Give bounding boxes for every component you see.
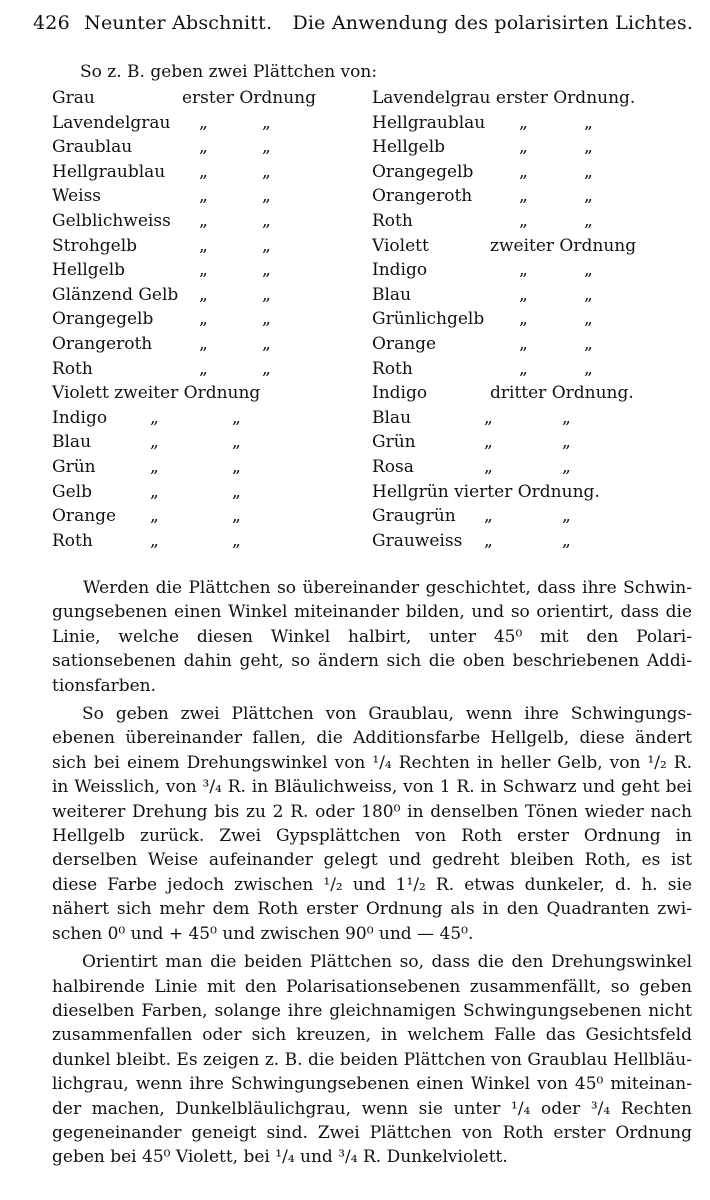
color-row xyxy=(372,86,692,111)
color-row xyxy=(372,234,692,259)
ditto-mark: „ xyxy=(199,309,208,330)
ditto-mark: „ xyxy=(262,309,271,330)
color-name: Violett zweiter Ordnung xyxy=(52,383,261,404)
color-row xyxy=(372,480,692,505)
color-row xyxy=(372,258,692,283)
ditto-mark: „ xyxy=(262,333,271,354)
ditto-mark: „ xyxy=(584,210,593,231)
color-name: Orangeroth xyxy=(52,333,153,354)
ditto-mark: „ xyxy=(199,333,208,354)
color-name: Grau xyxy=(52,88,95,108)
ditto-mark: „ xyxy=(199,358,208,379)
color-row xyxy=(52,381,372,406)
ditto-mark: „ xyxy=(584,309,593,330)
color-row xyxy=(52,455,372,480)
color-row xyxy=(372,357,692,382)
section-label: Neunter Abschnitt. xyxy=(84,12,273,34)
ditto-mark: „ xyxy=(150,407,159,428)
color-row xyxy=(52,184,372,209)
color-row xyxy=(52,430,372,455)
color-name: Graublau xyxy=(52,137,133,158)
ditto-mark: „ xyxy=(519,186,528,207)
color-name: Grün xyxy=(52,456,96,477)
color-row xyxy=(372,332,692,357)
color-row xyxy=(52,111,372,136)
ditto-mark: „ xyxy=(232,530,241,551)
color-name: Hellgelb xyxy=(52,260,126,281)
ditto-mark: „ xyxy=(262,284,271,305)
ditto-mark: „ xyxy=(562,530,571,551)
ditto-mark: „ xyxy=(584,260,593,281)
ditto-mark: „ xyxy=(584,333,593,354)
color-row xyxy=(52,86,372,111)
ditto-mark: „ xyxy=(562,432,571,453)
color-row xyxy=(372,283,692,308)
ditto-mark: „ xyxy=(262,260,271,281)
color-row xyxy=(372,529,692,554)
ditto-mark: „ xyxy=(199,284,208,305)
ditto-mark: „ xyxy=(519,333,528,354)
ditto-mark: „ xyxy=(519,112,528,133)
color-name: Roth xyxy=(52,358,93,379)
ditto-mark: „ xyxy=(584,186,593,207)
color-row xyxy=(372,430,692,455)
color-name: Violett xyxy=(372,235,429,256)
color-name: Grünlichgelb xyxy=(372,309,485,330)
color-name: Grauweiss xyxy=(372,530,463,551)
color-name: Blau xyxy=(372,284,412,305)
color-name: Orangeroth xyxy=(372,186,473,207)
ditto-mark: „ xyxy=(519,260,528,281)
ditto-mark: „ xyxy=(484,407,493,428)
ditto-mark: „ xyxy=(232,506,241,527)
ditto-mark: „ xyxy=(199,210,208,231)
ditto-mark: „ xyxy=(199,161,208,182)
color-row xyxy=(52,406,372,431)
ditto-mark: „ xyxy=(584,161,593,182)
ditto-mark: „ xyxy=(150,432,159,453)
color-name: Hellgraublau xyxy=(52,161,166,182)
ditto-mark: „ xyxy=(199,137,208,158)
ditto-mark: „ xyxy=(232,407,241,428)
ditto-mark: „ xyxy=(199,112,208,133)
color-row xyxy=(372,504,692,529)
ditto-mark: „ xyxy=(150,506,159,527)
ditto-mark: „ xyxy=(199,186,208,207)
ditto-mark: „ xyxy=(262,235,271,256)
ditto-mark: „ xyxy=(519,309,528,330)
color-row xyxy=(52,283,372,308)
paragraph: Orientirt man die beiden Plättchen so, dass die den Drehungswinkel halbirende Linie mit den Polarisationsebenen zusammenfällt, so geben dieselben Farben, solange ihre gleichnamigen Schwingungsebenen nicht zusammenfallen oder sich kreuzen, in welchem Falle das Gesichtsfeld dunkel bleibt. Es zeigen z. B. die beiden Plättchen von Graublau Hellbläulichgrau, wenn ihre Schwingungsebenen einen Winkel von 45⁰ miteinander machen, Dunkelbläulichgrau, wenn sie unter ¹/₄ oder ³/₄ Rechten gegeneinander geneigt sind. Zwei Plättchen von Roth erster Ordnung geben bei 45⁰ Violett, bei ¹/₄ und ³/₄ R. Dunkelviolett. xyxy=(52,952,692,1168)
color-name: Roth xyxy=(52,530,93,551)
color-row xyxy=(52,160,372,185)
ditto-mark: „ xyxy=(199,260,208,281)
ditto-mark: „ xyxy=(584,137,593,158)
ditto-mark: „ xyxy=(562,407,571,428)
color-row xyxy=(52,209,372,234)
color-name: Hellgrün vierter Ordnung. xyxy=(372,481,600,502)
ditto-mark: „ xyxy=(199,235,208,256)
ditto-mark: „ xyxy=(150,530,159,551)
color-row xyxy=(372,135,692,160)
color-row xyxy=(372,455,692,480)
ditto-mark: „ xyxy=(232,481,241,502)
running-header xyxy=(33,12,693,34)
color-name: Strohgelb xyxy=(52,235,138,256)
ditto-mark: „ xyxy=(519,358,528,379)
color-name: Blau xyxy=(372,407,412,428)
ditto-mark: „ xyxy=(562,456,571,477)
color-name: Hellgelb xyxy=(372,137,446,158)
ditto-mark: „ xyxy=(484,456,493,477)
color-name: Lavendelgrau erster Ordnung. xyxy=(372,88,636,108)
color-name: Graugrün xyxy=(372,506,456,527)
ditto-mark: „ xyxy=(262,137,271,158)
color-name: Rosa xyxy=(372,456,414,477)
right-color-column xyxy=(372,86,692,553)
ditto-mark: „ xyxy=(150,456,159,477)
color-name: Orange xyxy=(52,506,117,527)
color-row xyxy=(52,480,372,505)
color-name: Indigo xyxy=(372,260,428,281)
page-number: 426 xyxy=(33,12,70,34)
color-row xyxy=(372,184,692,209)
color-name: Glänzend Gelb xyxy=(52,284,179,305)
paragraph: So geben zwei Plättchen von Graublau, wenn ihre Schwingungsebenen übereinander fallen, die Additionsfarbe Hellgelb, diese ändert sich bei einem Drehungswinkel von ¹/₄ Rechten in heller Gelb, von ¹/₂ R. in Weisslich, von ³/₄ R. in Bläulichweiss, von 1 R. in Schwarz und geht bei weiterer Drehung bis zu 2 R. oder 180⁰ in denselben Tönen wieder nach Hellgelb zurück. Zwei Gypsplättchen von Roth erster Ordnung in derselben Weise aufeinander gelegt und gedreht bleiben Roth, es ist diese Farbe jedoch zwischen ¹/₂ und 1¹/₂ R. etwas dunkeler, d. h. sie nähert sich mehr dem Roth erster Ordnung als in den Quadranten zwischen 0⁰ und + 45⁰ und zwischen 90⁰ und — 45⁰. xyxy=(52,704,692,944)
color-name: Indigo xyxy=(372,383,428,404)
ditto-mark: „ xyxy=(484,530,493,551)
order-note: zweiter Ordnung xyxy=(490,235,637,256)
color-name: Blau xyxy=(52,432,92,453)
ditto-mark: „ xyxy=(584,284,593,305)
ditto-mark: „ xyxy=(232,432,241,453)
color-row xyxy=(52,529,372,554)
left-color-column xyxy=(52,86,372,553)
color-row xyxy=(372,406,692,431)
ditto-mark: „ xyxy=(150,481,159,502)
ditto-mark: „ xyxy=(262,186,271,207)
ditto-mark: „ xyxy=(519,161,528,182)
ditto-mark: „ xyxy=(584,358,593,379)
ditto-mark: „ xyxy=(484,506,493,527)
body-text xyxy=(52,576,692,1174)
ditto-mark: „ xyxy=(262,112,271,133)
color-name: Orangegelb xyxy=(52,309,154,330)
color-row xyxy=(52,504,372,529)
color-name: Weiss xyxy=(52,186,102,207)
ditto-mark: „ xyxy=(519,210,528,231)
intro-line: So z. B. geben zwei Plättchen von: xyxy=(80,62,378,82)
ditto-mark: „ xyxy=(232,456,241,477)
chapter-title: Die Anwendung des polarisirten Lichtes. xyxy=(292,12,694,34)
color-row xyxy=(52,234,372,259)
ditto-mark: „ xyxy=(562,506,571,527)
color-row xyxy=(372,307,692,332)
color-name: Orange xyxy=(372,333,437,354)
color-name: Grün xyxy=(372,432,416,453)
color-row xyxy=(372,160,692,185)
color-name: Orangegelb xyxy=(372,161,474,182)
color-row xyxy=(52,332,372,357)
color-row xyxy=(52,357,372,382)
color-name: Indigo xyxy=(52,407,108,428)
color-row xyxy=(52,307,372,332)
order-note: erster Ordnung xyxy=(182,88,317,108)
ditto-mark: „ xyxy=(262,358,271,379)
ditto-mark: „ xyxy=(519,284,528,305)
color-row xyxy=(372,209,692,234)
color-name: Roth xyxy=(372,210,413,231)
ditto-mark: „ xyxy=(484,432,493,453)
ditto-mark: „ xyxy=(262,210,271,231)
color-row xyxy=(52,135,372,160)
ditto-mark: „ xyxy=(519,137,528,158)
color-name: Hellgraublau xyxy=(372,112,486,133)
color-name: Gelblichweiss xyxy=(52,210,171,231)
color-name: Lavendelgrau xyxy=(52,112,171,133)
ditto-mark: „ xyxy=(262,161,271,182)
color-row xyxy=(52,258,372,283)
color-row xyxy=(372,111,692,136)
paragraph: Werden die Plättchen so übereinander geschichtet, dass ihre Schwingungsebenen einen Winkel miteinander bilden, und so orientirt, dass die Linie, welche diesen Winkel halbirt, unter 45⁰ mit den Polarisationsebenen dahin geht, so ändern sich die oben beschriebenen Additionsfarben. xyxy=(52,578,692,696)
color-name: Roth xyxy=(372,358,413,379)
ditto-mark: „ xyxy=(584,112,593,133)
color-name: Gelb xyxy=(52,481,92,502)
order-note: dritter Ordnung. xyxy=(490,383,634,404)
color-row xyxy=(372,381,692,406)
